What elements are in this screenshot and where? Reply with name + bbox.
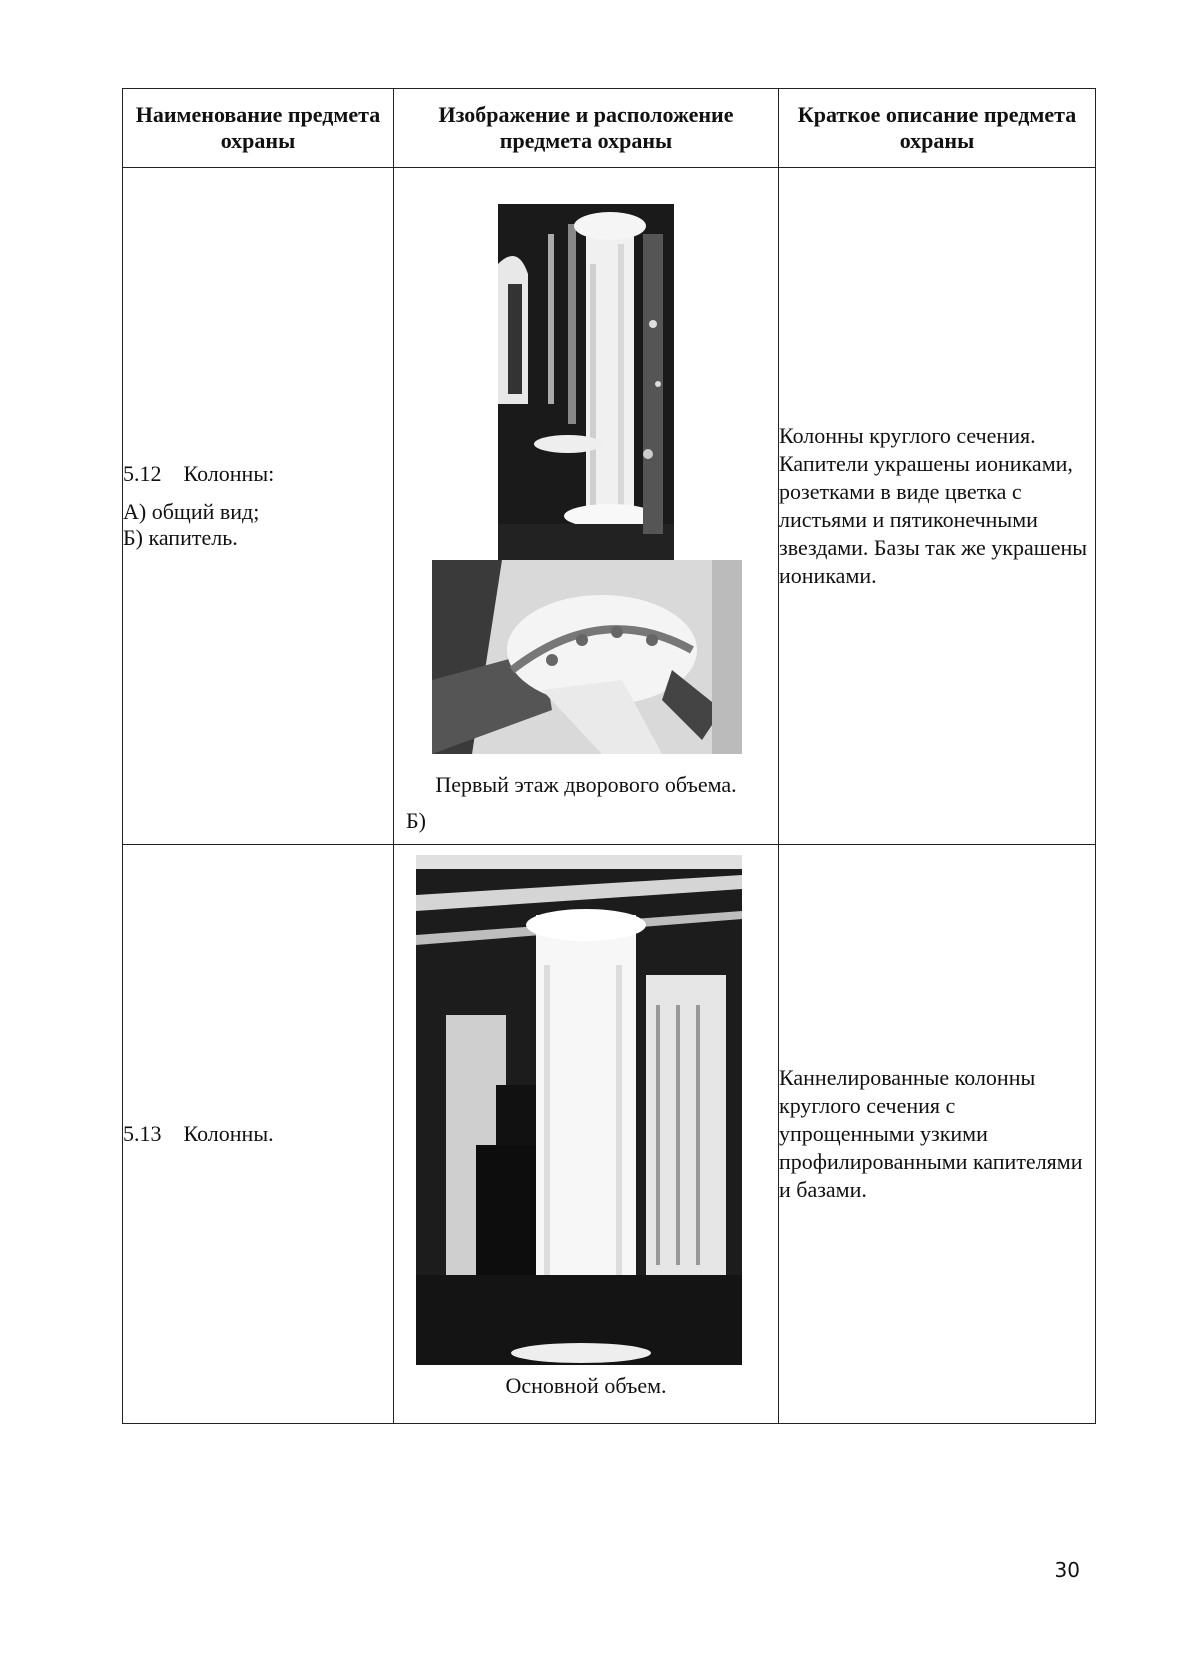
item-sub-a: А) общий вид;	[123, 499, 260, 524]
photo-a-column-general-view	[498, 204, 674, 560]
item-number: 5.13	[123, 1121, 162, 1146]
table-row	[123, 845, 1096, 1424]
header-image: Изображение и расположение предмета охраны	[394, 89, 779, 168]
table-row	[123, 168, 1096, 845]
header-name: Наименование предмета охраны	[123, 89, 394, 168]
row-name-cell	[123, 845, 394, 1424]
photo-caption: Основной объем.	[505, 1373, 667, 1398]
item-title	[123, 461, 393, 487]
photo-b-label: Б)	[406, 808, 426, 833]
page-number: 30	[1054, 1558, 1080, 1582]
protection-table	[122, 88, 1096, 1424]
row-description-cell: Колонны круглого сечения. Капители украшены иониками, розетками в виде цветка с листьями и пятиконечными звездами. Базы так же украшены иониками.	[779, 168, 1096, 845]
row-image-cell	[394, 845, 779, 1424]
row-image-cell	[394, 168, 779, 845]
table-header-row	[123, 89, 1096, 168]
row-name-cell	[123, 168, 394, 845]
item-name: Колонны:	[183, 461, 275, 486]
photo-fluted-column	[416, 855, 742, 1365]
header-description: Краткое описание предмета охраны	[779, 89, 1096, 168]
photo-b-capital-detail	[432, 560, 742, 754]
item-number: 5.12	[123, 461, 162, 486]
row-description-cell: Каннелированные колонны круглого сечения с упрощенными узкими профилированными капителями и базами.	[779, 845, 1096, 1424]
photo-caption: Первый этаж дворового объема.	[435, 772, 737, 797]
item-sub-b: Б) капитель.	[123, 525, 238, 550]
item-name: Колонны.	[183, 1121, 274, 1146]
